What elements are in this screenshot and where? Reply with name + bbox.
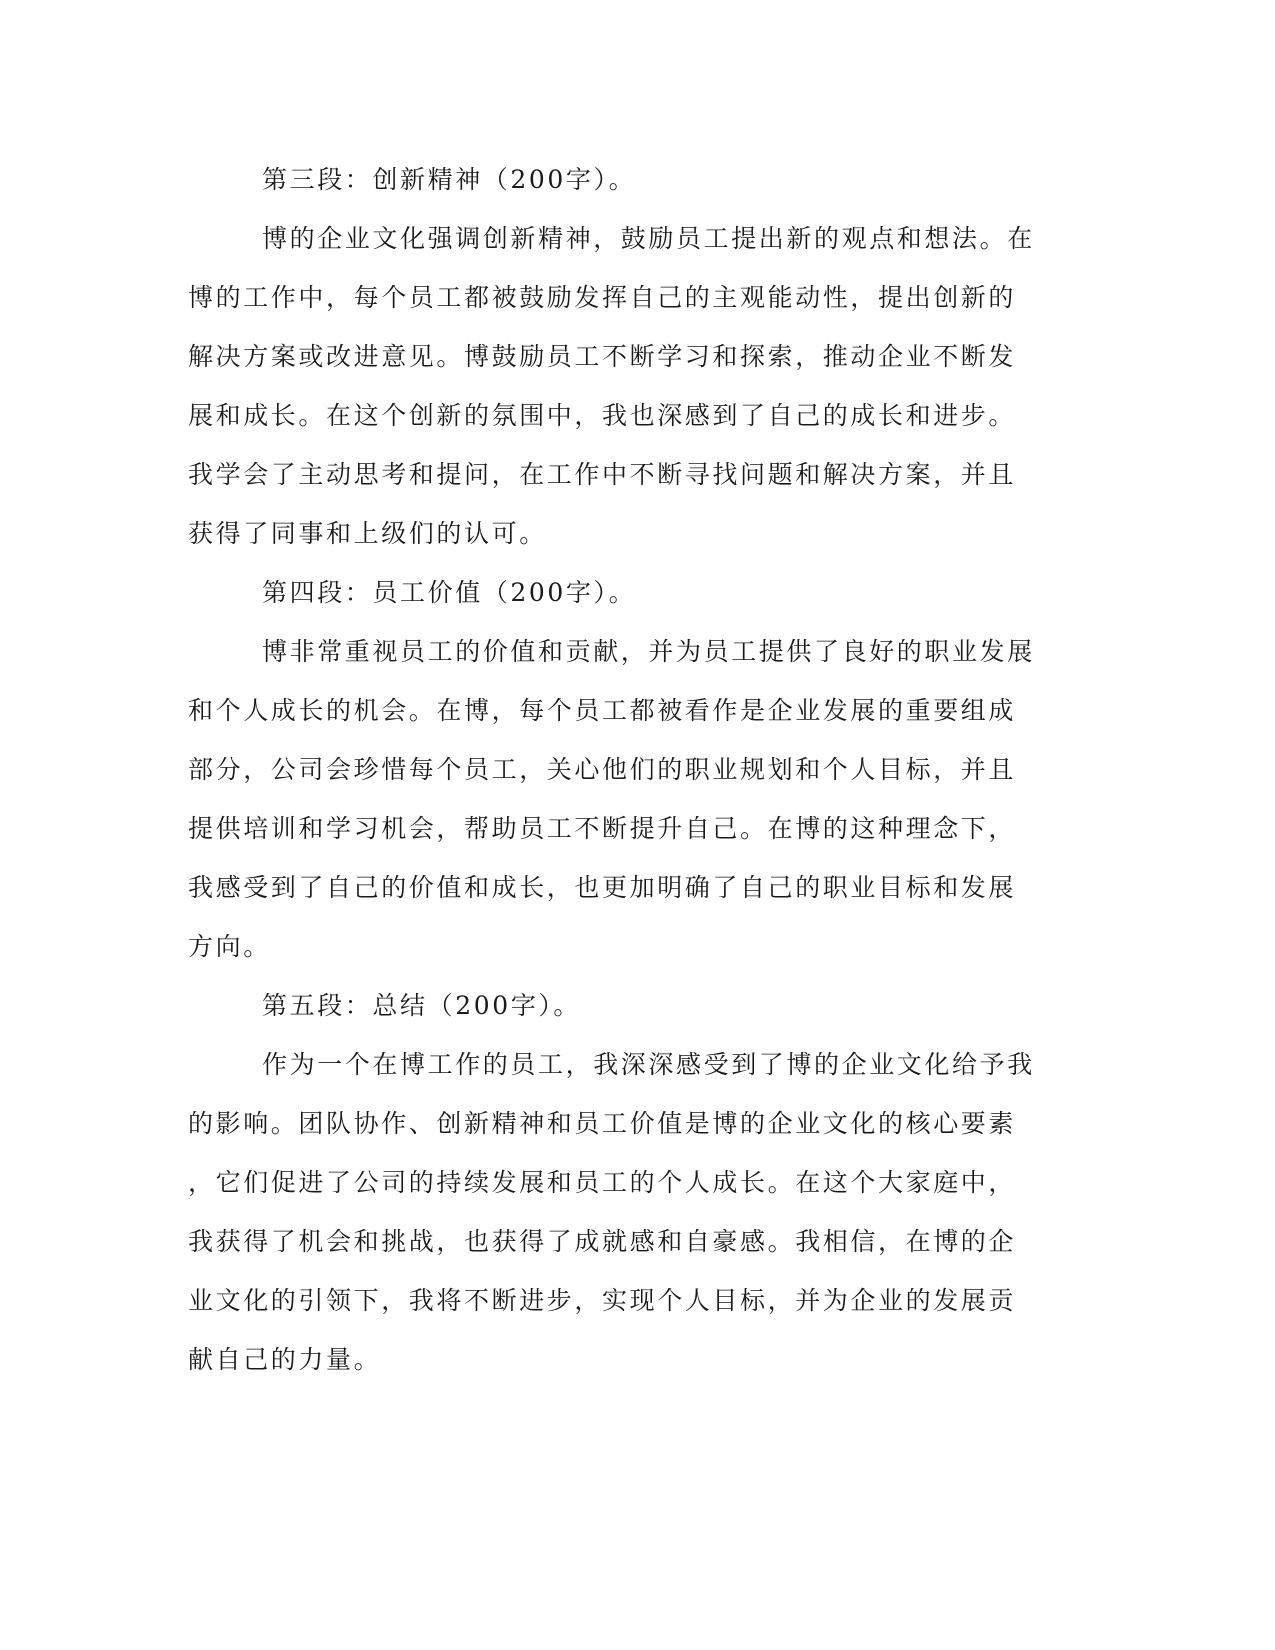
paragraph-line: 博的工作中，每个员工都被鼓励发挥自己的主观能动性，提出创新的 bbox=[188, 283, 1017, 312]
paragraph-line: 博的企业文化强调创新精神，鼓励员工提出新的观点和想法。在 bbox=[262, 224, 1035, 253]
section-heading-innovation: 第三段：创新精神（200字）。 bbox=[262, 165, 637, 194]
section-heading-summary: 第五段：总结（200字）。 bbox=[262, 991, 582, 1020]
paragraph-line: 我学会了主动思考和提问，在工作中不断寻找问题和解决方案，并且 bbox=[188, 460, 1017, 489]
paragraph-line: 和个人成长的机会。在博，每个员工都被看作是企业发展的重要组成 bbox=[188, 696, 1017, 725]
paragraph-line: 获得了同事和上级们的认可。 bbox=[188, 519, 547, 548]
paragraph-line: 业文化的引领下，我将不断进步，实现个人目标，并为企业的发展贡 bbox=[188, 1286, 1017, 1315]
paragraph-line: 博非常重视员工的价值和贡献，并为员工提供了良好的职业发展 bbox=[262, 637, 1035, 666]
paragraph-line: 我感受到了自己的价值和成长，也更加明确了自己的职业目标和发展 bbox=[188, 873, 1017, 902]
paragraph-line: 献自己的力量。 bbox=[188, 1345, 382, 1374]
paragraph-line: 作为一个在博工作的员工，我深深感受到了博的企业文化给予我 bbox=[262, 1050, 1035, 1079]
section-heading-employee-value: 第四段：员工价值（200字）。 bbox=[262, 578, 637, 607]
paragraph-line: ，它们促进了公司的持续发展和员工的个人成长。在这个大家庭中， bbox=[188, 1168, 1017, 1197]
paragraph-line: 部分，公司会珍惜每个员工，关心他们的职业规划和个人目标，并且 bbox=[188, 755, 1017, 784]
paragraph-line: 提供培训和学习机会，帮助员工不断提升自己。在博的这种理念下， bbox=[188, 814, 1017, 843]
paragraph-line: 的影响。团队协作、创新精神和员工价值是博的企业文化的核心要素 bbox=[188, 1109, 1017, 1138]
paragraph-line: 我获得了机会和挑战，也获得了成就感和自豪感。我相信，在博的企 bbox=[188, 1227, 1017, 1256]
paragraph-line: 方向。 bbox=[188, 932, 271, 961]
paragraph-line: 展和成长。在这个创新的氛围中，我也深感到了自己的成长和进步。 bbox=[188, 401, 1017, 430]
paragraph-line: 解决方案或改进意见。博鼓励员工不断学习和探索，推动企业不断发 bbox=[188, 342, 1017, 371]
